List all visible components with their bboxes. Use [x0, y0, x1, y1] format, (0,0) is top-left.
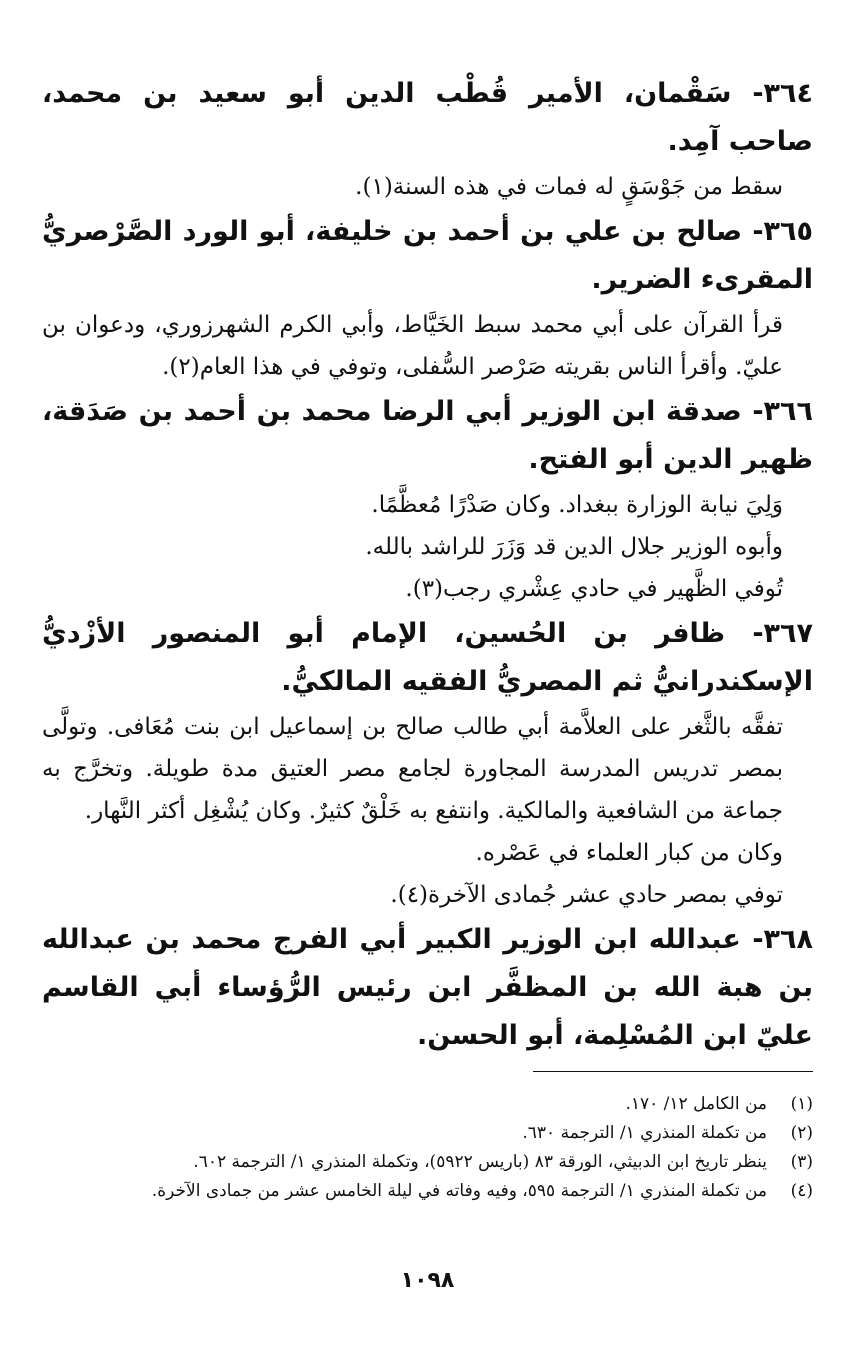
entry-paragraph: سقط من جَوْسَقٍ له فمات في هذه السنة(١). [355, 174, 783, 200]
footnote-text: من الكامل ١٢/ ١٧٠. [625, 1094, 767, 1114]
footnote-number: (١) [790, 1094, 813, 1114]
footnote-separator [533, 1071, 813, 1072]
footnote-number: (٣) [790, 1152, 813, 1172]
entry-paragraph: تفقَّه بالثَّغر على العلاَّمة أبي طالب صالح بن إسماعيل ابن بنت مُعَافى. وتولَّى بمصر تدريس المدرسة المجاورة لجامع مصر العتيق مدة طويلة. وتخرَّج به جماعة من الشافعية والمالكية. وانتفع به خَلْقٌ كثيرٌ. وكان يُشْغِل أكثر النَّهار. [42, 714, 783, 824]
entry-heading-365: ٣٦٥- صالح بن علي بن أحمد بن خليفة، أبو الورد الصَّرْصريُّ المقرىء الضرير. [42, 216, 813, 295]
entry-paragraph: توفي بمصر حادي عشر جُمادى الآخرة(٤). [390, 882, 783, 908]
entry-heading-366: ٣٦٦- صدقة ابن الوزير أبي الرضا محمد بن أحمد بن صَدَقة، ظهير الدين أبو الفتح. [42, 396, 813, 475]
entry-paragraph: وَلِيَ نيابة الوزارة ببغداد. وكان صَدْرًا مُعظَّمًا. [371, 492, 783, 518]
entry-paragraph: وكان من كبار العلماء في عَصْره. [475, 840, 783, 866]
entry-heading-364: ٣٦٤- سَقْمان، الأمير قُطْب الدين أبو سعيد بن محمد، صاحب آمِد. [42, 78, 813, 157]
footnote-item [42, 1177, 813, 1206]
page-number: ١٠٩٨ [400, 1268, 455, 1293]
footnote-item [42, 1090, 813, 1119]
entry-heading-367: ٣٦٧- ظافر بن الحُسين، الإمام أبو المنصور الأزْديُّ الإسكندرانيُّ ثم المصريُّ الفقيه المالكيُّ. [42, 618, 813, 697]
footnote-item [42, 1119, 813, 1148]
footnote-text: ينظر تاريخ ابن الدبيثي، الورقة ٨٣ (باريس ٥٩٢٢)، وتكملة المنذري ١/ الترجمة ٦٠٢. [193, 1152, 767, 1172]
footnote-text: من تكملة المنذري ١/ الترجمة ٦٣٠. [522, 1123, 767, 1143]
footnote-number: (٢) [790, 1123, 813, 1143]
footnote-number: (٤) [790, 1181, 813, 1201]
entry-paragraph: قرأ القرآن على أبي محمد سبط الخَيَّاط، وأبي الكرم الشهرزوري، ودعوان بن عليّ. وأقرأ الناس بقريته صَرْصر السُّفلى، وتوفي في هذا العام(٢). [42, 312, 783, 380]
footnote-text: من تكملة المنذري ١/ الترجمة ٥٩٥، وفيه وفاته في ليلة الخامس عشر من جمادى الآخرة. [151, 1181, 767, 1201]
main-text [42, 70, 813, 1060]
entry-heading-368: ٣٦٨- عبدالله ابن الوزير الكبير أبي الفرج محمد بن عبدالله بن هبة الله بن المظفَّر ابن رئيس الرُّؤساء أبي القاسم عليّ ابن المُسْلِمة، أبو الحسن. [42, 924, 813, 1051]
footnote-item [42, 1148, 813, 1177]
footnotes [42, 1090, 813, 1206]
entry-paragraph: وأبوه الوزير جلال الدين قد وَزَرَ للراشد بالله. [365, 534, 783, 560]
entry-paragraph: تُوفي الظَّهير في حادي عِشْري رجب(٣). [405, 576, 783, 602]
